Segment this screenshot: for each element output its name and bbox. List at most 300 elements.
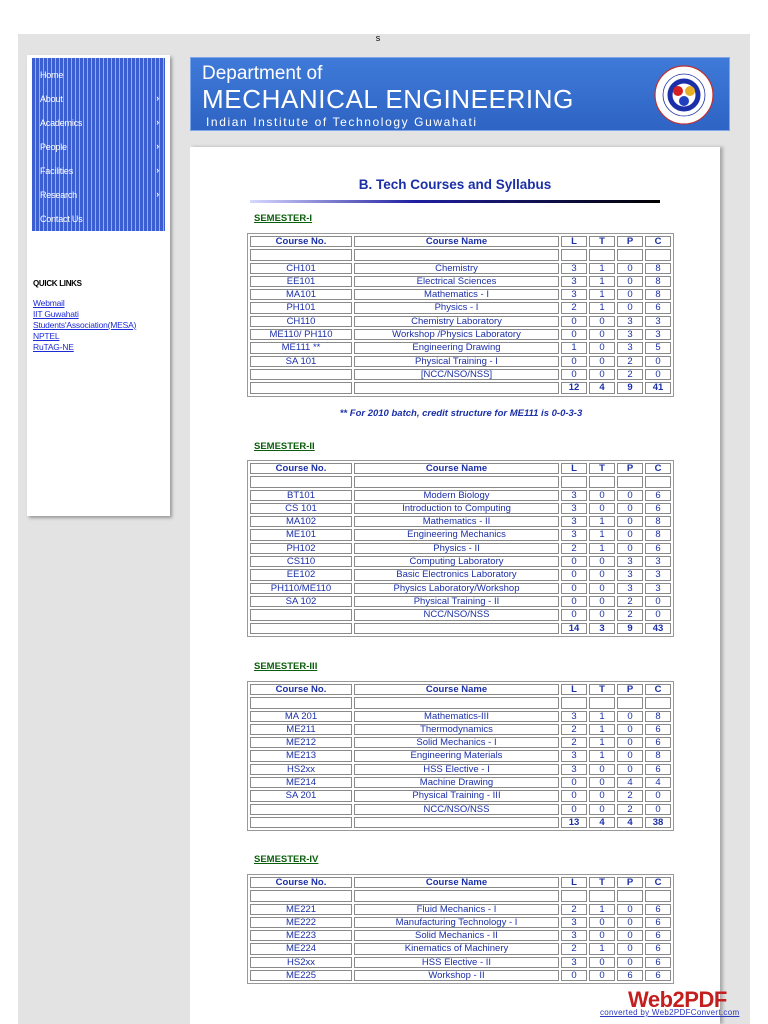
table-cell: 6 <box>645 490 671 501</box>
table-cell: 4 <box>589 382 615 393</box>
table-cell: 3 <box>561 263 587 274</box>
table-row <box>250 490 671 501</box>
table-cell: Engineering Materials <box>354 750 559 761</box>
sidebar <box>27 55 170 516</box>
table-cell: P <box>617 463 643 474</box>
table-cell: 3 <box>617 329 643 340</box>
table-cell <box>250 382 352 393</box>
table-cell <box>250 249 352 260</box>
table-cell: 1 <box>589 276 615 287</box>
table-row <box>250 904 671 915</box>
iitg-logo-icon <box>653 64 715 126</box>
nav-item-label: People <box>40 142 67 152</box>
table-cell: Course No. <box>250 463 352 474</box>
main-content <box>190 147 720 1024</box>
table-cell: 43 <box>645 623 671 634</box>
quick-links-title: QUICK LINKS <box>33 279 82 288</box>
table-cell: Engineering Drawing <box>354 342 559 353</box>
table-cell: 2 <box>617 356 643 367</box>
table-cell: 0 <box>589 329 615 340</box>
table-cell: ME211 <box>250 724 352 735</box>
nav-item-label: Academics <box>40 118 83 128</box>
table-row <box>250 970 671 981</box>
table-cell: T <box>589 463 615 474</box>
nav-item-facilities[interactable] <box>34 160 163 182</box>
table-cell: 0 <box>589 356 615 367</box>
table-cell: 6 <box>617 970 643 981</box>
table-row <box>250 790 671 801</box>
course-table-sem1 <box>247 233 674 397</box>
nav-item-people[interactable] <box>34 136 163 158</box>
table-cell: 0 <box>617 543 643 554</box>
table-cell: 0 <box>617 490 643 501</box>
quick-link-nptel[interactable]: NPTEL <box>33 331 60 341</box>
table-spacer-row <box>250 890 671 901</box>
department-banner <box>190 57 730 131</box>
table-cell <box>589 697 615 708</box>
chevron-right-icon: › <box>156 117 159 127</box>
table-row <box>250 316 671 327</box>
quick-link-iitg[interactable]: IIT Guwahati <box>33 309 79 319</box>
table-cell: 9 <box>617 623 643 634</box>
table-cell: Course Name <box>354 877 559 888</box>
table-cell: 0 <box>617 750 643 761</box>
table-cell: 3 <box>561 503 587 514</box>
table-cell: ME223 <box>250 930 352 941</box>
table-cell <box>589 890 615 901</box>
table-cell <box>354 697 559 708</box>
table-cell <box>561 890 587 901</box>
table-cell: CH110 <box>250 316 352 327</box>
table-cell: 3 <box>645 316 671 327</box>
table-cell: BT101 <box>250 490 352 501</box>
table-cell: 9 <box>617 382 643 393</box>
table-row <box>250 556 671 567</box>
table-cell: HSS Elective - II <box>354 957 559 968</box>
table-cell: Chemistry <box>354 263 559 274</box>
table-cell <box>354 817 559 828</box>
table-cell: 5 <box>645 342 671 353</box>
nav-item-contact[interactable] <box>34 208 163 230</box>
table-cell: 0 <box>645 596 671 607</box>
table-cell: PH102 <box>250 543 352 554</box>
table-cell: PH110/ME110 <box>250 583 352 594</box>
table-cell: 6 <box>645 302 671 313</box>
table-cell: 0 <box>617 516 643 527</box>
web2pdf-logo: Web2PDF <box>628 987 727 1012</box>
table-cell: L <box>561 684 587 695</box>
table-cell: ME110/ PH110 <box>250 329 352 340</box>
table-cell: 2 <box>561 543 587 554</box>
table-cell: 4 <box>589 817 615 828</box>
table-cell: SA 101 <box>250 356 352 367</box>
course-table-sem2 <box>247 460 674 637</box>
web2pdf-link[interactable]: converted by Web2PDFConvert.com <box>600 1008 740 1017</box>
table-cell: 4 <box>645 777 671 788</box>
table-cell: Physical Training - III <box>354 790 559 801</box>
table-cell: 0 <box>589 930 615 941</box>
table-cell: 0 <box>589 790 615 801</box>
chevron-right-icon: › <box>156 189 159 199</box>
table-cell: 0 <box>645 356 671 367</box>
nav-item-label: Facilities <box>40 166 74 176</box>
table-row <box>250 750 671 761</box>
table-cell: ME212 <box>250 737 352 748</box>
table-cell <box>617 249 643 260</box>
semester-title: SEMESTER-III <box>254 661 318 672</box>
table-cell: 3 <box>561 930 587 941</box>
table-cell: 0 <box>617 957 643 968</box>
table-cell: 2 <box>617 596 643 607</box>
table-cell: Engineering Mechanics <box>354 529 559 540</box>
nav-item-about[interactable] <box>34 88 163 110</box>
table-cell: 0 <box>589 569 615 580</box>
table-cell: 0 <box>617 276 643 287</box>
table-cell: Workshop - II <box>354 970 559 981</box>
quick-link-mesa[interactable]: Students'Association(MESA) <box>33 320 137 330</box>
table-cell: 0 <box>561 583 587 594</box>
table-cell <box>250 623 352 634</box>
table-cell: Computing Laboratory <box>354 556 559 567</box>
nav-item-label: Contact Us <box>40 214 83 224</box>
table-header-row <box>250 684 671 695</box>
table-cell: Physical Training - II <box>354 596 559 607</box>
table-cell: P <box>617 236 643 247</box>
table-cell: 6 <box>645 737 671 748</box>
nav-item-academics[interactable] <box>34 112 163 134</box>
table-cell: Basic Electronics Laboratory <box>354 569 559 580</box>
table-row <box>250 276 671 287</box>
table-cell: Electrical Sciences <box>354 276 559 287</box>
table-cell <box>354 249 559 260</box>
table-cell: 6 <box>645 930 671 941</box>
table-cell: 0 <box>589 609 615 620</box>
table-cell: Mathematics - II <box>354 516 559 527</box>
table-cell: 14 <box>561 623 587 634</box>
table-cell: 2 <box>561 302 587 313</box>
table-cell: Physics Laboratory/Workshop <box>354 583 559 594</box>
table-cell: ME221 <box>250 904 352 915</box>
table-row <box>250 609 671 620</box>
table-cell: 3 <box>561 276 587 287</box>
table-cell <box>561 249 587 260</box>
table-cell: 0 <box>617 724 643 735</box>
table-cell <box>589 249 615 260</box>
table-cell: 0 <box>561 569 587 580</box>
table-cell: 0 <box>617 503 643 514</box>
table-cell <box>561 697 587 708</box>
table-cell: [NCC/NSO/NSS] <box>354 369 559 380</box>
table-header-row <box>250 877 671 888</box>
table-cell: Mathematics - I <box>354 289 559 300</box>
table-cell: 13 <box>561 817 587 828</box>
course-table-sem4 <box>247 874 674 984</box>
table-cell: 0 <box>561 356 587 367</box>
table-cell: 3 <box>645 329 671 340</box>
table-cell: 12 <box>561 382 587 393</box>
table-cell: CS110 <box>250 556 352 567</box>
header-letter: s <box>375 33 381 43</box>
table-row <box>250 289 671 300</box>
table-cell: 6 <box>645 503 671 514</box>
table-cell: 0 <box>645 790 671 801</box>
table-cell: T <box>589 877 615 888</box>
table-cell: 6 <box>645 724 671 735</box>
table-cell <box>354 476 559 487</box>
table-total-row <box>250 817 671 828</box>
nav-item-label: About <box>40 94 63 104</box>
quick-link-rutag[interactable]: RuTAG-NE <box>33 342 74 352</box>
table-cell: Workshop /Physics Laboratory <box>354 329 559 340</box>
course-table-sem3 <box>247 681 674 831</box>
table-cell: L <box>561 877 587 888</box>
table-cell: PH101 <box>250 302 352 313</box>
table-cell: 8 <box>645 529 671 540</box>
table-cell: 8 <box>645 276 671 287</box>
table-cell <box>354 623 559 634</box>
table-cell: 0 <box>645 609 671 620</box>
table-cell: Solid Mechanics - I <box>354 737 559 748</box>
table-row <box>250 356 671 367</box>
table-row <box>250 529 671 540</box>
table-cell: 0 <box>561 970 587 981</box>
semester-title: SEMESTER-I <box>254 213 313 224</box>
table-cell: 0 <box>589 556 615 567</box>
table-cell: SA 102 <box>250 596 352 607</box>
table-cell: 0 <box>617 302 643 313</box>
title-divider <box>250 200 660 203</box>
table-cell: 0 <box>617 711 643 722</box>
table-cell: 0 <box>589 316 615 327</box>
table-cell: Manufacturing Technology - I <box>354 917 559 928</box>
table-cell: 0 <box>617 289 643 300</box>
table-row <box>250 957 671 968</box>
table-cell: ME214 <box>250 777 352 788</box>
table-cell <box>645 476 671 487</box>
table-row <box>250 516 671 527</box>
table-cell: 3 <box>589 623 615 634</box>
table-cell: 1 <box>589 711 615 722</box>
table-cell: 1 <box>589 943 615 954</box>
table-cell: L <box>561 463 587 474</box>
table-cell <box>589 476 615 487</box>
table-cell: 0 <box>561 369 587 380</box>
table-row <box>250 764 671 775</box>
table-row <box>250 804 671 815</box>
table-row <box>250 930 671 941</box>
table-cell: 0 <box>589 342 615 353</box>
table-cell: 0 <box>589 369 615 380</box>
table-cell: 0 <box>589 583 615 594</box>
table-cell: 2 <box>561 904 587 915</box>
table-cell: 0 <box>561 777 587 788</box>
table-row <box>250 503 671 514</box>
table-cell: 0 <box>617 529 643 540</box>
table-cell: Introduction to Computing <box>354 503 559 514</box>
table-cell: 1 <box>589 263 615 274</box>
table-row <box>250 342 671 353</box>
table-total-row <box>250 623 671 634</box>
table-cell <box>250 817 352 828</box>
table-spacer-row <box>250 697 671 708</box>
table-cell: ME225 <box>250 970 352 981</box>
table-cell <box>617 697 643 708</box>
table-row <box>250 329 671 340</box>
table-cell: Course Name <box>354 236 559 247</box>
table-cell: 0 <box>617 904 643 915</box>
table-cell: 0 <box>589 970 615 981</box>
table-cell: 3 <box>617 556 643 567</box>
table-cell: 1 <box>589 516 615 527</box>
table-cell <box>617 890 643 901</box>
table-cell: 8 <box>645 289 671 300</box>
table-cell: 8 <box>645 750 671 761</box>
table-row <box>250 302 671 313</box>
nav-item-home[interactable] <box>34 64 163 86</box>
table-cell <box>250 890 352 901</box>
table-cell: Course No. <box>250 236 352 247</box>
nav-menu <box>32 58 165 231</box>
chevron-right-icon: › <box>156 93 159 103</box>
table-cell: 0 <box>561 316 587 327</box>
table-cell: 0 <box>561 804 587 815</box>
table-cell: ME111 ** <box>250 342 352 353</box>
table-cell: 2 <box>561 737 587 748</box>
table-cell: 6 <box>645 543 671 554</box>
table-cell: MA102 <box>250 516 352 527</box>
table-cell: 8 <box>645 711 671 722</box>
table-cell: 0 <box>589 503 615 514</box>
table-cell: 3 <box>617 569 643 580</box>
table-cell: 0 <box>589 764 615 775</box>
table-cell: 2 <box>617 790 643 801</box>
nav-item-label: Research <box>40 190 77 200</box>
table-cell <box>354 382 559 393</box>
table-cell: T <box>589 684 615 695</box>
table-cell: 0 <box>561 609 587 620</box>
table-row <box>250 583 671 594</box>
table-cell: 6 <box>645 943 671 954</box>
table-cell: 0 <box>589 777 615 788</box>
table-cell: 3 <box>561 764 587 775</box>
table-cell: Fluid Mechanics - I <box>354 904 559 915</box>
table-cell: CS 101 <box>250 503 352 514</box>
table-cell <box>645 697 671 708</box>
table-header-row <box>250 463 671 474</box>
table-cell <box>250 804 352 815</box>
table-cell: CH101 <box>250 263 352 274</box>
table-cell: 1 <box>561 342 587 353</box>
table-cell: C <box>645 236 671 247</box>
table-cell: C <box>645 463 671 474</box>
table-cell: 3 <box>645 569 671 580</box>
table-cell: 1 <box>589 302 615 313</box>
table-cell: HS2xx <box>250 764 352 775</box>
table-cell: 3 <box>561 957 587 968</box>
table-cell: 0 <box>561 329 587 340</box>
table-cell: ME222 <box>250 917 352 928</box>
table-cell: 3 <box>617 583 643 594</box>
table-cell: Physics - I <box>354 302 559 313</box>
table-cell: 0 <box>617 263 643 274</box>
table-cell: Course Name <box>354 684 559 695</box>
table-cell <box>250 697 352 708</box>
table-cell: HSS Elective - I <box>354 764 559 775</box>
banner-title: MECHANICAL ENGINEERING <box>202 84 574 114</box>
table-cell: 3 <box>561 711 587 722</box>
table-cell: Machine Drawing <box>354 777 559 788</box>
table-cell <box>250 609 352 620</box>
table-cell: 0 <box>645 369 671 380</box>
table-cell: 0 <box>589 957 615 968</box>
credit-note: ** For 2010 batch, credit structure for ME111 is 0-0-3-3 <box>339 408 583 419</box>
table-cell: Physical Training - I <box>354 356 559 367</box>
table-row <box>250 543 671 554</box>
table-row <box>250 917 671 928</box>
table-cell: Solid Mechanics - II <box>354 930 559 941</box>
table-cell: 0 <box>617 917 643 928</box>
table-cell: 2 <box>617 609 643 620</box>
table-cell: 6 <box>645 957 671 968</box>
table-cell: 3 <box>617 342 643 353</box>
table-cell: P <box>617 684 643 695</box>
table-cell: 1 <box>589 724 615 735</box>
table-spacer-row <box>250 249 671 260</box>
quick-link-webmail[interactable]: Webmail <box>33 298 65 308</box>
table-cell: 0 <box>589 917 615 928</box>
table-cell <box>645 890 671 901</box>
table-cell: T <box>589 236 615 247</box>
table-cell: Physics - II <box>354 543 559 554</box>
semester-title: SEMESTER-IV <box>254 854 319 865</box>
table-row <box>250 263 671 274</box>
table-cell: MA 201 <box>250 711 352 722</box>
table-cell: C <box>645 684 671 695</box>
table-cell: 6 <box>645 917 671 928</box>
table-cell: 0 <box>617 737 643 748</box>
table-cell: Thermodynamics <box>354 724 559 735</box>
table-row <box>250 724 671 735</box>
nav-item-label: Home <box>40 70 64 80</box>
table-cell: SA 201 <box>250 790 352 801</box>
table-row <box>250 777 671 788</box>
table-row <box>250 369 671 380</box>
table-cell: L <box>561 236 587 247</box>
table-cell: 3 <box>645 583 671 594</box>
table-cell: 1 <box>589 750 615 761</box>
table-cell: 0 <box>589 804 615 815</box>
table-cell: NCC/NSO/NSS <box>354 609 559 620</box>
table-cell: 38 <box>645 817 671 828</box>
table-cell: 6 <box>645 970 671 981</box>
chevron-right-icon: › <box>156 141 159 151</box>
semester-title: SEMESTER-II <box>254 441 315 452</box>
nav-item-research[interactable] <box>34 184 163 206</box>
table-cell: ME101 <box>250 529 352 540</box>
table-cell: 4 <box>617 777 643 788</box>
table-cell: 0 <box>645 804 671 815</box>
table-row <box>250 943 671 954</box>
table-cell: 3 <box>561 490 587 501</box>
table-cell: 2 <box>561 943 587 954</box>
table-cell: C <box>645 877 671 888</box>
table-cell: 0 <box>561 790 587 801</box>
table-cell: 1 <box>589 904 615 915</box>
table-cell: 0 <box>561 556 587 567</box>
table-cell: 3 <box>617 316 643 327</box>
table-cell: P <box>617 877 643 888</box>
table-cell: MA101 <box>250 289 352 300</box>
